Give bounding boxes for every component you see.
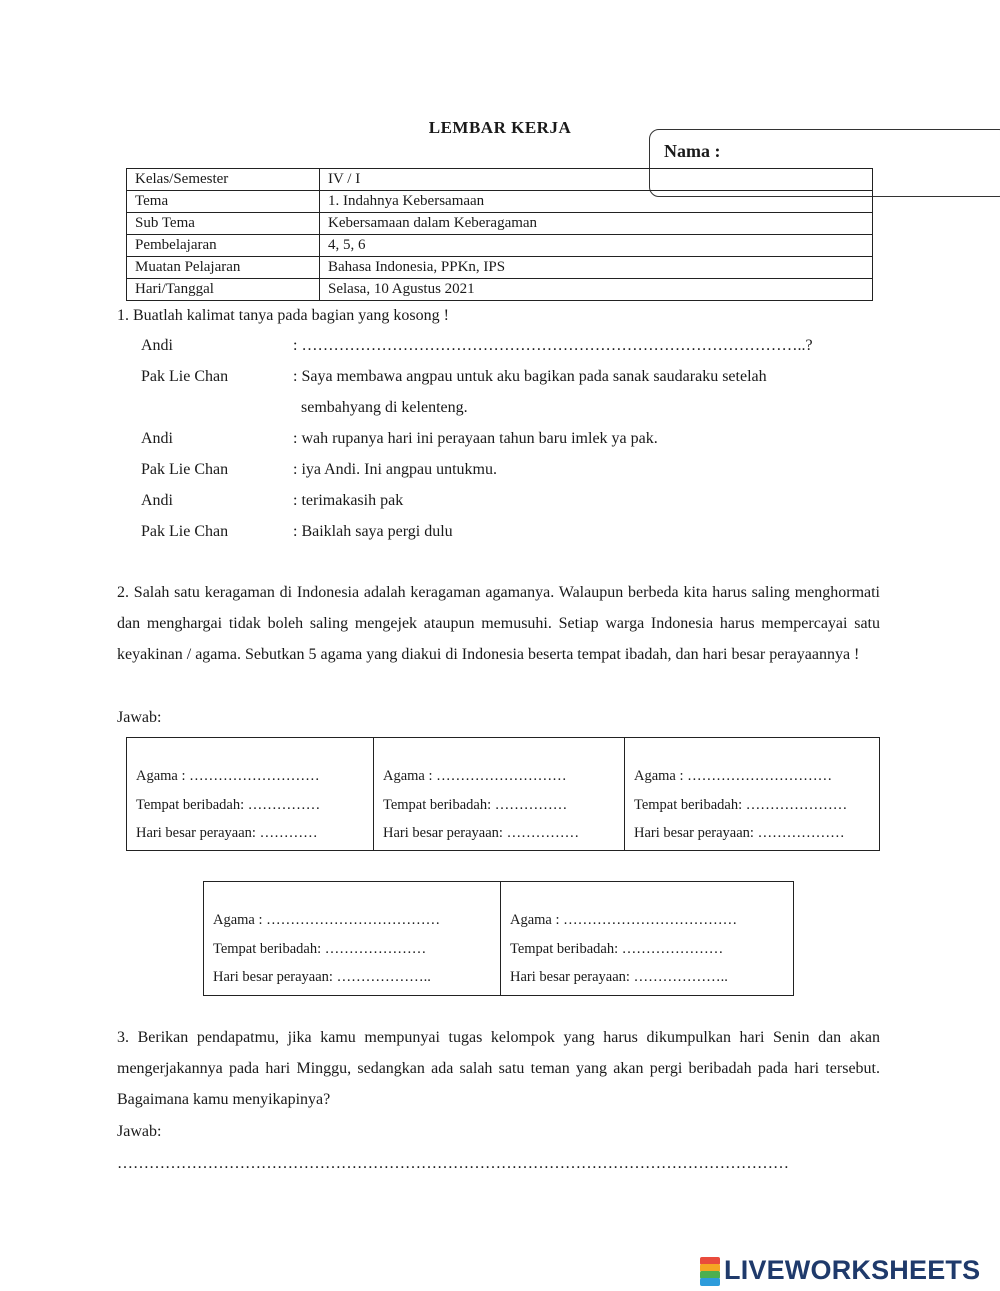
agama-field[interactable]: Agama : ……………………… [383, 768, 567, 784]
info-value: Bahasa Indonesia, PPKn, IPS [320, 257, 873, 279]
dialog-speaker: Andi [141, 337, 173, 354]
info-key: Kelas/Semester [127, 169, 320, 191]
tempat-field[interactable]: Tempat beribadah: ………………… [213, 940, 427, 957]
tempat-field[interactable]: Tempat beribadah: ………………… [510, 940, 724, 957]
dialog-text: : Saya membawa angpau untuk aku bagikan pada sanak saudaraku setelah [293, 368, 767, 385]
agama-field[interactable]: Agama : ………………………… [634, 768, 833, 784]
hari-field[interactable]: Hari besar perayaan: ……………… [634, 825, 845, 841]
dialog-line-5 [141, 454, 497, 485]
dialog-speaker: Andi [141, 492, 173, 509]
logo-mark-icon [698, 1257, 722, 1285]
info-key: Muatan Pelajaran [127, 257, 320, 279]
dialog-text: : wah rupanya hari ini perayaan tahun baru imlek ya pak. [293, 430, 658, 447]
religion-cell[interactable] [500, 882, 793, 995]
info-value: Selasa, 10 Agustus 2021 [320, 279, 873, 301]
info-value: Kebersamaan dalam Keberagaman [320, 213, 873, 235]
info-table [126, 168, 873, 301]
religion-cell[interactable] [624, 738, 879, 850]
info-value: IV / I [320, 169, 873, 191]
table-row [127, 213, 873, 235]
dialog-text: sembahyang di kelenteng. [293, 399, 468, 416]
table-row [127, 191, 873, 213]
religion-cell[interactable] [373, 738, 624, 850]
answer-box-row-2 [203, 881, 794, 996]
dialog-line-2 [141, 361, 767, 392]
info-key: Pembelajaran [127, 235, 320, 257]
info-key: Sub Tema [127, 213, 320, 235]
question-3-jawab: Jawab: [117, 1123, 162, 1140]
agama-field[interactable]: Agama : ……………………………… [510, 912, 738, 928]
dialog-text: : terimakasih pak [293, 492, 404, 509]
tempat-field[interactable]: Tempat beribadah: …………… [383, 796, 568, 813]
info-key: Tema [127, 191, 320, 213]
hari-field[interactable]: Hari besar perayaan: ………… [136, 825, 318, 841]
liveworksheets-logo [698, 1255, 980, 1286]
page-title: LEMBAR KERJA [428, 118, 572, 137]
logo-text: LIVEWORKSHEETS [724, 1255, 981, 1285]
table-row [127, 169, 873, 191]
hari-field[interactable]: Hari besar perayaan: ……………….. [510, 969, 728, 985]
religion-cell[interactable] [204, 882, 500, 995]
tempat-field[interactable]: Tempat beribadah: ………………… [634, 796, 848, 813]
dialog-line-3 [141, 392, 468, 423]
question-2-jawab: Jawab: [117, 709, 162, 726]
table-row [127, 235, 873, 257]
info-key: Hari/Tanggal [127, 279, 320, 301]
table-row [127, 279, 873, 301]
name-label: Nama : [664, 141, 721, 161]
hari-field[interactable]: Hari besar perayaan: …………… [383, 825, 580, 841]
dialog-line-4 [141, 423, 658, 454]
question-3-answer-line[interactable]: ……………………………………………………………………………………………………………… [117, 1155, 789, 1172]
dialog-line-7 [141, 516, 453, 547]
dialog-line-6 [141, 485, 403, 516]
answer-box-row-1 [126, 737, 880, 851]
agama-field[interactable]: Agama : ……………………………… [213, 912, 441, 928]
dialog-speaker: Pak Lie Chan [141, 523, 229, 540]
info-value: 4, 5, 6 [320, 235, 873, 257]
question-2-text: 2. Salah satu keragaman di Indonesia adalah keragaman agamanya. Walaupun berbeda kita harus saling menghormati dan menghargai tidak boleh saling mengejek ataupun memusuhi. Setiap warga Indonesia harus mempercayai satu keyakinan / agama. Sebutkan 5 agama yang diakui di Indonesia beserta tempat ibadah, dan hari besar perayaannya ! [117, 584, 880, 663]
dialog-speaker: Pak Lie Chan [141, 368, 229, 385]
hari-field[interactable]: Hari besar perayaan: ……………….. [213, 969, 431, 985]
dialog-text: : Baiklah saya pergi dulu [293, 523, 453, 540]
info-value: 1. Indahnya Kebersamaan [320, 191, 873, 213]
question-3-text: 3. Berikan pendapatmu, jika kamu mempunyai tugas kelompok yang harus dikumpulkan hari Senin dan akan mengerjakannya pada hari Minggu, sedangkan ada salah satu teman yang akan pergi beribadah pada hari tersebut. Bagaimana kamu menyikapinya? [117, 1029, 880, 1108]
dialog-speaker: Andi [141, 430, 173, 447]
table-row [127, 257, 873, 279]
question-1-instruction: 1. Buatlah kalimat tanya pada bagian yang kosong ! [117, 307, 449, 324]
dialog-answer-blank[interactable]: : …………………………………………………………………………………..? [293, 337, 813, 354]
dialog-line-1 [141, 330, 813, 361]
religion-cell[interactable] [127, 738, 373, 850]
tempat-field[interactable]: Tempat beribadah: …………… [136, 796, 321, 813]
dialog-speaker: Pak Lie Chan [141, 461, 229, 478]
logo-bar [700, 1278, 720, 1286]
dialog-text: : iya Andi. Ini angpau untukmu. [293, 461, 497, 478]
agama-field[interactable]: Agama : ……………………… [136, 768, 320, 784]
